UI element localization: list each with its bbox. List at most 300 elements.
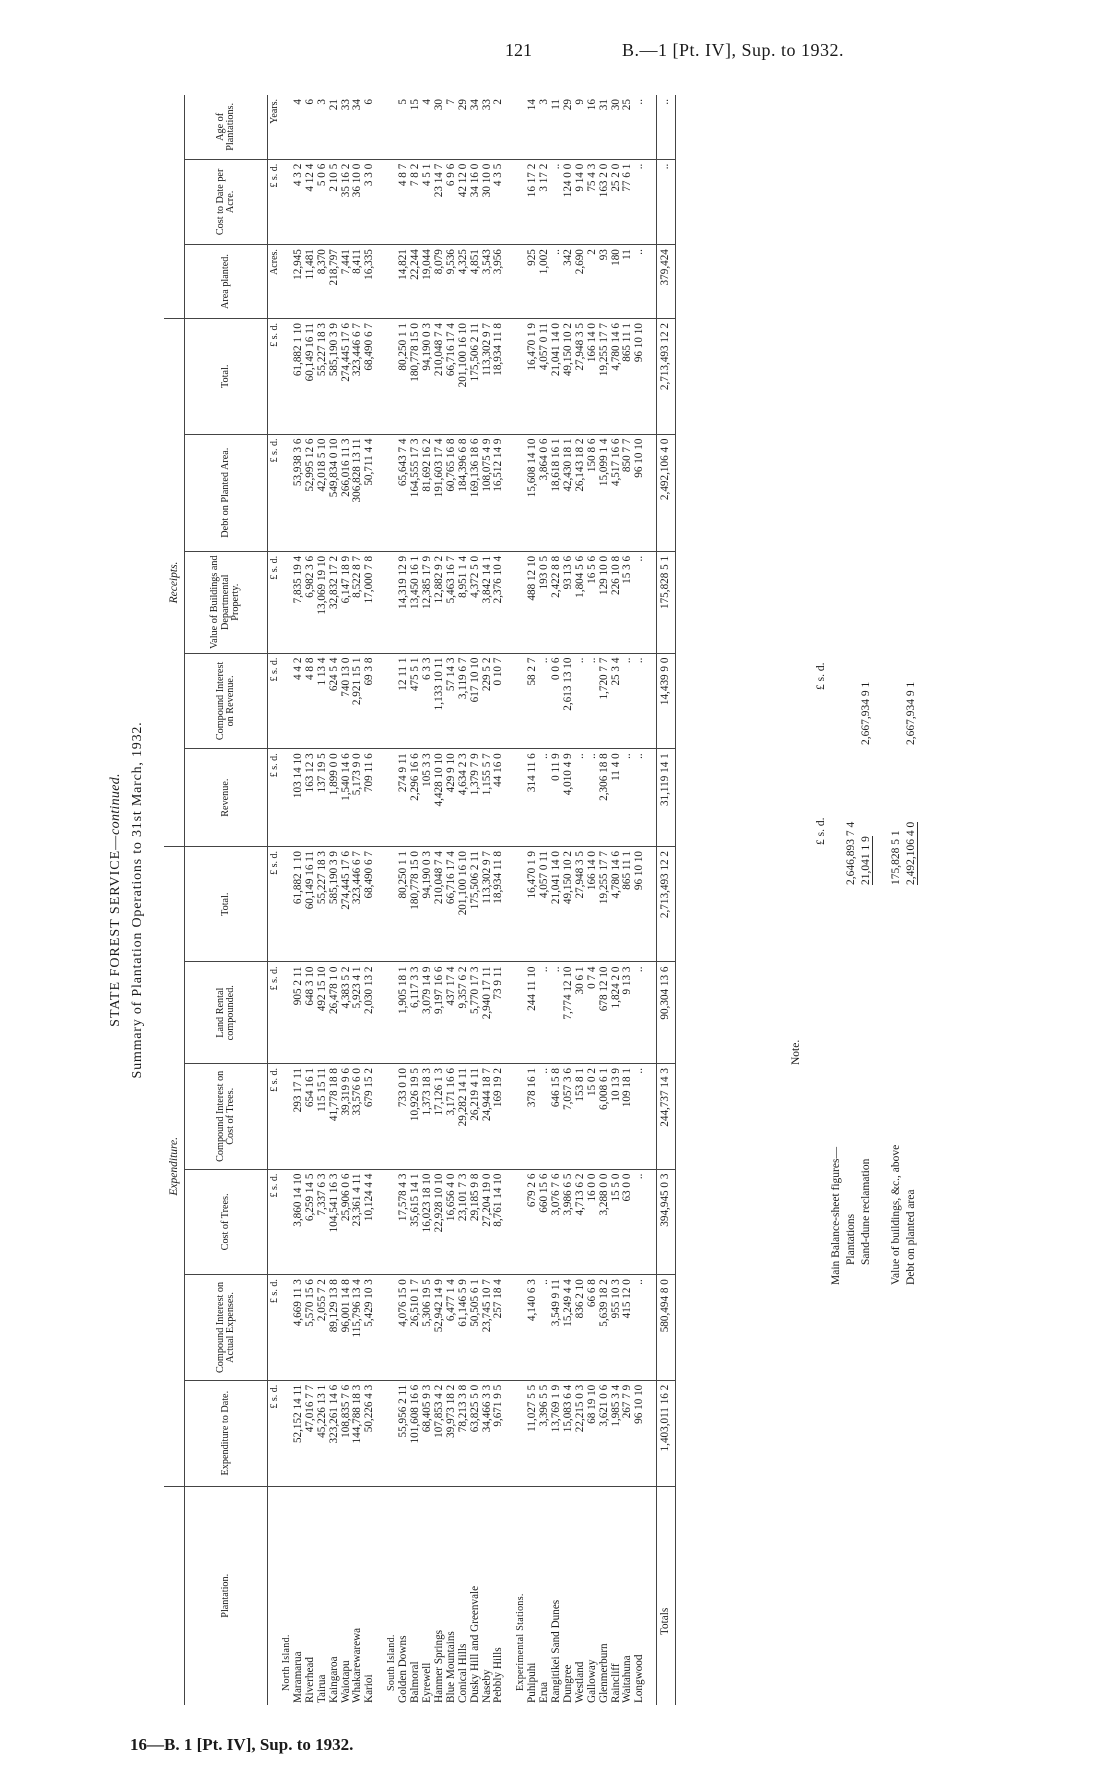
- unit-cell: £ s. d.: [268, 1380, 282, 1486]
- plantation-name: Eyrewell: [420, 1662, 433, 1703]
- table-cell: 2,376 10 4: [493, 551, 505, 653]
- plantation-name: Puhipuhi: [526, 1662, 539, 1703]
- table-cell: 2,306 18 8: [599, 749, 611, 847]
- table-cell: 35,615 14 1: [410, 1169, 422, 1275]
- unit-cell: £ s. d.: [268, 1169, 282, 1275]
- table-cell: 6 3 3: [422, 653, 434, 749]
- table-cell: 7,057 3 6: [563, 1064, 575, 1170]
- table-cell: 0 0 6: [551, 653, 563, 749]
- table-cell: 8,522 8 7: [352, 551, 364, 653]
- unit-cell: £ s. d.: [268, 846, 282, 962]
- table-row: [305, 95, 317, 1705]
- table-cell: 15 0 2: [587, 1064, 599, 1170]
- service-title: STATE FOREST SERVICE—continued.: [108, 773, 123, 1027]
- table-cell: 29: [458, 95, 470, 159]
- table-cell: 437 17 4: [446, 962, 458, 1064]
- table-cell: 35 16 2: [341, 159, 353, 244]
- spacer-cell: [376, 1169, 386, 1275]
- table-cell: 4,325: [458, 245, 470, 319]
- total-cell: 379,424: [657, 245, 676, 319]
- note-plantations-value: 2,646,893 7 4: [845, 821, 857, 885]
- table-cell: 16,512 14 9: [493, 434, 505, 551]
- table-cell: 13,069 19 10: [317, 551, 329, 653]
- table-cell: 58 2 7: [527, 653, 539, 749]
- table-cell: 26,143 18 2: [575, 434, 587, 551]
- spacer-cell: [646, 1380, 657, 1486]
- table-cell: 10,124 4 4: [364, 1169, 376, 1275]
- table-row: [634, 95, 646, 1705]
- table-cell: 733 0 10: [398, 1064, 410, 1170]
- table-cell: 4 12 4: [305, 159, 317, 244]
- spacer-cell: [646, 1064, 657, 1170]
- table-cell: 6,477 1 4: [446, 1275, 458, 1381]
- table-cell: 3,842 14 1: [482, 551, 494, 653]
- plantation-name: Whakarewarewa: [351, 1627, 364, 1703]
- table-cell: 16,470 1 9: [527, 846, 539, 962]
- table-cell: 6,259 14 5: [305, 1169, 317, 1275]
- table-cell: ..: [539, 749, 551, 847]
- table-cell: ..: [634, 962, 646, 1064]
- total-cell: ..: [657, 95, 676, 159]
- table-cell: 25,906 0 6: [341, 1169, 353, 1275]
- table-cell: 8,079: [434, 245, 446, 319]
- spacer-cell: [646, 95, 657, 159]
- table-cell: 4,780 14 6: [611, 846, 623, 962]
- note-total: 2,667,934 9 1: [905, 681, 917, 745]
- table-cell: 52,995 12 6: [305, 434, 317, 551]
- table-cell: 323,446 6 7: [352, 319, 364, 435]
- column-header: Total.: [185, 319, 268, 435]
- table-cell: ..: [539, 962, 551, 1064]
- table-cell: 50,226 4 3: [364, 1380, 376, 1486]
- table-cell: 11 4 0: [611, 749, 623, 847]
- table-cell: 2,296 16 6: [410, 749, 422, 847]
- table-cell: 34 16 0: [470, 159, 482, 244]
- table-cell: 6: [364, 95, 376, 159]
- table-cell: 78,213 3 8: [458, 1380, 470, 1486]
- table-cell: 4 5 1: [422, 159, 434, 244]
- table-cell: 6: [305, 95, 317, 159]
- table-cell: 57 14 3: [446, 653, 458, 749]
- section-label: Experimental Stations.: [515, 1593, 527, 1691]
- table-cell: 5,639 18 2: [599, 1275, 611, 1381]
- table-cell: 15,083 6 4: [563, 1380, 575, 1486]
- table-cell: 93 13 6: [563, 551, 575, 653]
- table-cell: 109 18 1: [622, 1064, 634, 1170]
- page-number: 121: [505, 40, 532, 60]
- spacer-cell: [376, 434, 386, 551]
- table-cell: 274,445 17 6: [341, 846, 353, 962]
- table-cell: 3 17 2: [539, 159, 551, 244]
- table-cell: 33: [341, 95, 353, 159]
- table-cell: 180,778 15 0: [410, 846, 422, 962]
- table-cell: 61,882 1 10: [293, 846, 305, 962]
- table-cell: 4 4 2: [293, 653, 305, 749]
- table-row: [317, 95, 329, 1705]
- table-cell: 93: [599, 245, 611, 319]
- table-cell: 180: [611, 245, 623, 319]
- table-cell: 144,788 18 3: [352, 1380, 364, 1486]
- table-cell: ..: [539, 1275, 551, 1381]
- table-cell: 14: [527, 95, 539, 159]
- table-cell: 226 10 8: [611, 551, 623, 653]
- table-cell: 108,835 7 6: [341, 1380, 353, 1486]
- table-cell: 201,100 16 10: [458, 846, 470, 962]
- table-cell: 4,010 4 9: [563, 749, 575, 847]
- table-cell: 2,030 13 2: [364, 962, 376, 1064]
- totals-label: Totals: [657, 1486, 676, 1705]
- table-cell: 19,255 17 7: [599, 846, 611, 962]
- table-cell: 96 10 10: [634, 434, 646, 551]
- table-cell: 22,928 10 10: [434, 1169, 446, 1275]
- table-cell: 12,882 9 2: [434, 551, 446, 653]
- table-cell: 2 10 5: [329, 159, 341, 244]
- table-cell: 113,302 9 7: [482, 319, 494, 435]
- table-cell: 1,133 10 11: [434, 653, 446, 749]
- table-cell: 709 11 6: [364, 749, 376, 847]
- spacer-cell: [505, 95, 515, 159]
- spacer-cell: [646, 245, 657, 319]
- column-header: Land Rental compounded.: [185, 962, 268, 1064]
- table-cell: 21,041 14 0: [551, 846, 563, 962]
- spacer-cell: [505, 319, 515, 435]
- table-cell: 27,204 19 0: [482, 1169, 494, 1275]
- table-cell: 415 12 0: [622, 1275, 634, 1381]
- unit-cell: £ s. d.: [268, 434, 282, 551]
- table-cell: 16: [587, 95, 599, 159]
- plantation-name: Erua: [538, 1681, 551, 1703]
- table-cell: 26,510 1 7: [410, 1275, 422, 1381]
- table-cell: 4 8 7: [398, 159, 410, 244]
- table-cell: 5 0 6: [317, 159, 329, 244]
- table-cell: 306,828 13 11: [352, 434, 364, 551]
- running-head: B.—1 [Pt. IV], Sup. to 1932.: [622, 40, 845, 60]
- spacer-cell: [376, 962, 386, 1064]
- table-cell: 61,146 5 9: [458, 1275, 470, 1381]
- spacer-cell: [505, 434, 515, 551]
- table-cell: 80,250 1 1: [398, 846, 410, 962]
- plantation-name: Raincliff: [609, 1663, 622, 1703]
- table-cell: 6,982 3 6: [305, 551, 317, 653]
- table-title: Summary of Plantation Operations to 31st March, 1932.: [130, 721, 145, 1079]
- table-cell: ..: [551, 159, 563, 244]
- table-cell: 80,250 1 1: [398, 319, 410, 435]
- table-cell: 55,227 18 3: [317, 319, 329, 435]
- table-cell: 323,446 6 7: [352, 846, 364, 962]
- table-cell: 73 9 11: [493, 962, 505, 1064]
- table-cell: 175,506 2 11: [470, 846, 482, 962]
- table-cell: 3,396 5 5: [539, 1380, 551, 1486]
- table-cell: 42 12 0: [458, 159, 470, 244]
- table-cell: 30: [434, 95, 446, 159]
- table-cell: 6,008 6 1: [599, 1064, 611, 1170]
- column-header: Compound Interest on Cost of Trees.: [185, 1064, 268, 1170]
- spacer-cell: [646, 653, 657, 749]
- table-cell: 2,921 15 1: [352, 653, 364, 749]
- table-cell: 3,076 7 6: [551, 1169, 563, 1275]
- note-debt-label: Debt on planted area: [905, 1189, 917, 1285]
- plantation-name: Glenmerburn: [597, 1643, 610, 1703]
- table-cell: 60,765 16 8: [446, 434, 458, 551]
- table-cell: 22,215 0 3: [575, 1380, 587, 1486]
- spacer-cell: [376, 551, 386, 653]
- column-header-row: [185, 95, 268, 1705]
- table-cell: 66 6 8: [587, 1275, 599, 1381]
- table-cell: [281, 95, 293, 159]
- table-cell: 314 11 6: [527, 749, 539, 847]
- table-cell: 549,834 0 10: [329, 434, 341, 551]
- table-cell: 34: [352, 95, 364, 159]
- section-label: South Island.: [386, 1634, 398, 1691]
- table-cell: 0 10 7: [493, 653, 505, 749]
- spacer-cell: [505, 551, 515, 653]
- spacer-cell: [505, 962, 515, 1064]
- table-cell: 218,797: [329, 245, 341, 319]
- table-cell: 75 4 3: [587, 159, 599, 244]
- table-cell: 210,048 7 4: [434, 846, 446, 962]
- table-cell: 16 0 0: [587, 1169, 599, 1275]
- unit-cell: £ s. d.: [268, 749, 282, 847]
- column-header: Value of Buildings and Departmental Property.: [185, 551, 268, 653]
- table-cell: 7,774 12 10: [563, 962, 575, 1064]
- table-cell: 68,490 6 7: [364, 846, 376, 962]
- table-cell: 1,540 14 6: [341, 749, 353, 847]
- table-cell: 68 19 10: [587, 1380, 599, 1486]
- table-cell: 77 6 1: [622, 159, 634, 244]
- table-cell: 23,101 7 3: [458, 1169, 470, 1275]
- column-header: Debt on Planted Area.: [185, 434, 268, 551]
- plantation-name: Waiotapu: [339, 1660, 352, 1703]
- plantation-name: Riverhead: [303, 1657, 316, 1703]
- table-cell: 19,044: [422, 245, 434, 319]
- table-cell: 191,603 17 4: [434, 434, 446, 551]
- column-header: Plantation.: [185, 1486, 268, 1705]
- table-cell: 104,541 16 3: [329, 1169, 341, 1275]
- table-cell: 61,882 1 10: [293, 319, 305, 435]
- table-cell: 55,956 2 11: [398, 1380, 410, 1486]
- spacer-cell: [505, 749, 515, 847]
- table-cell: ..: [634, 159, 646, 244]
- table-cell: [386, 95, 398, 159]
- table-cell: 115,796 13 4: [352, 1275, 364, 1381]
- table-cell: 163 2 0: [599, 159, 611, 244]
- table-cell: 41,778 18 8: [329, 1064, 341, 1170]
- table-cell: 850 7 7: [622, 434, 634, 551]
- table-cell: 3,860 14 10: [293, 1169, 305, 1275]
- table-cell: 7 8 2: [410, 159, 422, 244]
- table-cell: 0 7 4: [587, 962, 599, 1064]
- table-cell: 124 0 0: [563, 159, 575, 244]
- table-cell: 492 15 10: [317, 962, 329, 1064]
- table-cell: 33,576 6 0: [352, 1064, 364, 1170]
- table-cell: 169,136 18 6: [470, 434, 482, 551]
- table-cell: 0 11 9: [551, 749, 563, 847]
- table-cell: 4,372 5 0: [470, 551, 482, 653]
- table-cell: 107,853 4 2: [434, 1380, 446, 1486]
- note-units-b: £ s. d.: [815, 662, 827, 690]
- table-cell: 29,282 14 11: [458, 1064, 470, 1170]
- table-cell: 4 8 8: [305, 653, 317, 749]
- table-cell: 585,190 3 9: [329, 846, 341, 962]
- units-row: [268, 95, 282, 1705]
- table-cell: 32,832 17 2: [329, 551, 341, 653]
- table-cell: 3,119 6 7: [458, 653, 470, 749]
- table-cell: 293 17 11: [293, 1064, 305, 1170]
- table-cell: 2,940 17 11: [482, 962, 494, 1064]
- spacer-cell: [505, 846, 515, 962]
- table-cell: 105 3 3: [422, 749, 434, 847]
- note-sand-value: 21,041 1 9: [860, 836, 872, 885]
- table-cell: 16 17 2: [527, 159, 539, 244]
- table-cell: 2,690: [575, 245, 587, 319]
- table-cell: 45,226 13 1: [317, 1380, 329, 1486]
- table-cell: 6 9 6: [446, 159, 458, 244]
- table-cell: 266,016 11 3: [341, 434, 353, 551]
- table-cell: 5,429 10 3: [364, 1275, 376, 1381]
- table-cell: 69 3 8: [364, 653, 376, 749]
- table-cell: 617 10 10: [470, 653, 482, 749]
- unit-cell: [268, 1486, 282, 1705]
- spacer-row: [505, 95, 515, 1705]
- table-cell: 865 11 1: [622, 846, 634, 962]
- table-cell: 21,041 14 0: [551, 319, 563, 435]
- spacer-cell: [505, 1486, 515, 1705]
- table-cell: 5,173 9 0: [352, 749, 364, 847]
- table-cell: 25 3 4: [611, 653, 623, 749]
- table-cell: 4,780 14 6: [611, 319, 623, 435]
- table-cell: 4,634 2 3: [458, 749, 470, 847]
- table-cell: 16,335: [364, 245, 376, 319]
- spacer-cell: [376, 1486, 386, 1705]
- plantation-name: Galloway: [585, 1659, 598, 1703]
- table-cell: 65,643 7 4: [398, 434, 410, 551]
- spacer-cell: [376, 846, 386, 962]
- table-cell: 1,985 3 4: [611, 1380, 623, 1486]
- table-cell: 36 10 0: [352, 159, 364, 244]
- table-cell: 1,720 7 7: [599, 653, 611, 749]
- table-cell: ..: [539, 1064, 551, 1170]
- table-cell: ..: [634, 95, 646, 159]
- table-cell: 16,656 4 0: [446, 1169, 458, 1275]
- table-cell: ..: [587, 653, 599, 749]
- table-cell: 9,671 9 5: [493, 1380, 505, 1486]
- table-cell: 11: [622, 245, 634, 319]
- table-cell: 19,255 17 7: [599, 319, 611, 435]
- table-cell: 60,149 16 11: [305, 846, 317, 962]
- table-cell: 17,126 1 3: [434, 1064, 446, 1170]
- table-cell: 585,190 3 9: [329, 319, 341, 435]
- table-cell: 836 2 10: [575, 1275, 587, 1381]
- table-cell: 229 5 2: [482, 653, 494, 749]
- unit-cell: £ s. d.: [268, 551, 282, 653]
- table-row: [575, 95, 587, 1705]
- table-cell: 624 5 4: [329, 653, 341, 749]
- plantation-table: [164, 95, 676, 1705]
- total-cell: 2,492,106 4 0: [657, 434, 676, 551]
- note-heading: Note.: [790, 1039, 802, 1065]
- table-cell: 378 16 1: [527, 1064, 539, 1170]
- plantation-name: Rangitikei Sand Dunes: [550, 1599, 563, 1703]
- table-cell: 63 0 0: [622, 1169, 634, 1275]
- table-cell: 4,383 5 2: [341, 962, 353, 1064]
- plantation-name: Blue Mountains: [444, 1631, 457, 1703]
- table-cell: 6,117 3 3: [410, 962, 422, 1064]
- table-cell: 50,505 6 1: [470, 1275, 482, 1381]
- table-cell: 267 7 9: [622, 1380, 634, 1486]
- table-cell: 34: [470, 95, 482, 159]
- table-cell: 7,835 19 4: [293, 551, 305, 653]
- table-cell: 23,361 4 11: [352, 1169, 364, 1275]
- table-cell: 9 14 0: [575, 159, 587, 244]
- spacer-cell: [376, 95, 386, 159]
- total-cell: 580,494 8 0: [657, 1275, 676, 1381]
- column-header: Expenditure to Date.: [185, 1380, 268, 1486]
- table-cell: 42,430 18 1: [563, 434, 575, 551]
- table-cell: 429 9 10: [446, 749, 458, 847]
- table-cell: 11,027 5 5: [527, 1380, 539, 1486]
- table-cell: 3,621 0 6: [599, 1380, 611, 1486]
- table-cell: 7,337 6 3: [317, 1169, 329, 1275]
- table-cell: 11: [551, 95, 563, 159]
- table-cell: 4,076 15 0: [398, 1275, 410, 1381]
- table-cell: 2,422 8 8: [551, 551, 563, 653]
- table-cell: 18,934 11 8: [493, 846, 505, 962]
- spacer-cell: [376, 319, 386, 435]
- table-cell: 660 15 6: [539, 1169, 551, 1275]
- plantation-name: Longwood: [633, 1654, 646, 1703]
- plantation-name: Dungree: [561, 1664, 574, 1703]
- spacer-cell: [505, 1064, 515, 1170]
- table-cell: 3,986 6 5: [563, 1169, 575, 1275]
- table-cell: 52,152 14 11: [293, 1380, 305, 1486]
- table-cell: 6,147 18 9: [341, 551, 353, 653]
- table-cell: 24,944 18 7: [482, 1064, 494, 1170]
- table-row: [587, 95, 599, 1705]
- table-cell: 14,319 12 9: [398, 551, 410, 653]
- table-cell: ..: [539, 653, 551, 749]
- spacer-cell: [376, 159, 386, 244]
- spacer-cell: [376, 749, 386, 847]
- expenditure-group-header: Expenditure.: [164, 846, 185, 1486]
- table-cell: 323,261 14 6: [329, 1380, 341, 1486]
- plantation-name: Waitahuna: [621, 1655, 634, 1703]
- table-row: [434, 95, 446, 1705]
- table-cell: 648 3 10: [305, 962, 317, 1064]
- table-cell: 55,227 18 3: [317, 846, 329, 962]
- table-cell: 9 13 3: [622, 962, 634, 1064]
- table-cell: 1,804 5 6: [575, 551, 587, 653]
- unit-cell: £ s. d.: [268, 319, 282, 435]
- plantation-name: Tairua: [315, 1674, 328, 1703]
- table-cell: 60,149 16 11: [305, 319, 317, 435]
- table-cell: 1,905 18 1: [398, 962, 410, 1064]
- plantation-name: Kaingaroa: [327, 1656, 340, 1703]
- table-cell: ..: [622, 749, 634, 847]
- table-cell: 31: [599, 95, 611, 159]
- table-cell: ..: [551, 245, 563, 319]
- table-cell: 1,824 2 0: [611, 962, 623, 1064]
- plantation-name: Conical Hills: [456, 1643, 469, 1703]
- spacer-cell: [505, 159, 515, 244]
- table-cell: 15,099 1 4: [599, 434, 611, 551]
- table-cell: 15,249 4 4: [563, 1275, 575, 1381]
- table-cell: 8,370: [317, 245, 329, 319]
- table-cell: ..: [634, 1169, 646, 1275]
- total-cell: 1,403,011 16 2: [657, 1380, 676, 1486]
- table-cell: 8,761 14 10: [493, 1169, 505, 1275]
- table-cell: 18,934 11 8: [493, 319, 505, 435]
- table-cell: 22,244: [410, 245, 422, 319]
